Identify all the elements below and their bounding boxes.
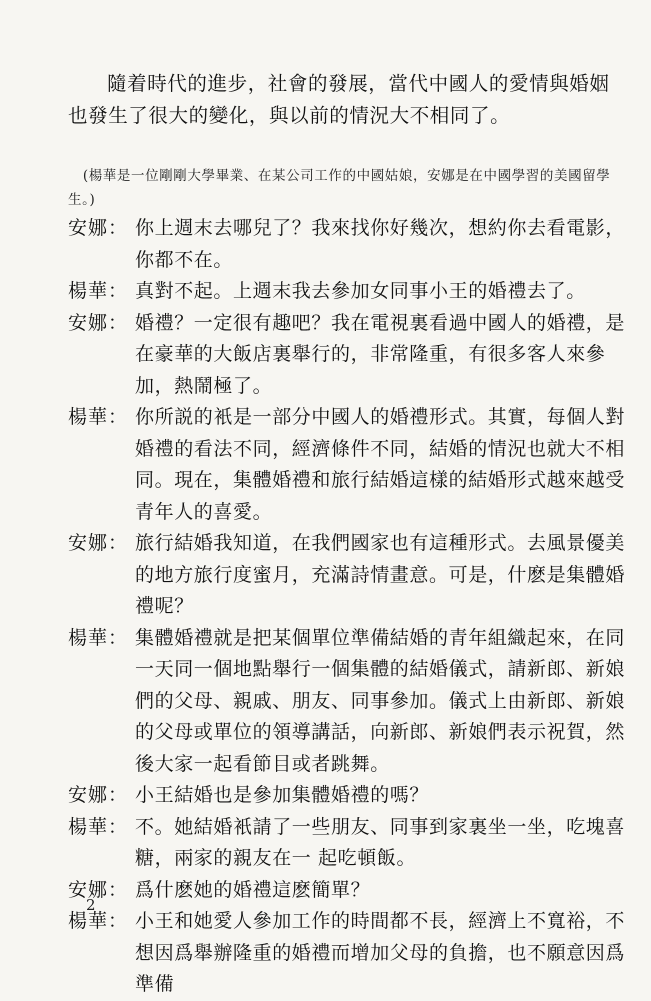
dialogue-turn: [68, 528, 628, 623]
speech-text: 旅行結婚我知道，在我們國家也有這種形式。去風景優美的地方旅行度蜜月，充滿詩情畫意。可是，什麽是集體婚禮呢？: [135, 532, 626, 617]
speaker-label: 安娜：: [68, 532, 129, 554]
speech-text: 爲什麽她的婚禮這麽簡單？: [135, 878, 371, 901]
speech-text: 集體婚禮就是把某個單位準備結婚的青年組織起來，在同一天同一個地點舉行一個集體的結婚儀式，請新郎、新娘們的父母、親戚、朋友、同事參加。儀式上由新郎、新娘的父母或單位的領導講話，向新郎、新娘們表示祝賀，然後大家一起看節目或者跳舞。: [135, 626, 626, 775]
dialogue-turn: [68, 402, 628, 528]
dialogue-turn: [68, 623, 628, 781]
page-number: 2: [86, 896, 96, 914]
speech-text: 不。她結婚衹請了一些朋友、同事到家裏坐一坐，吃塊喜糖，兩家的親友在一 起吃頓飯。: [135, 815, 626, 869]
dialogue-turn: [68, 213, 628, 276]
speech-text: 小王和她愛人參加工作的時間都不長，經濟上不寬裕，不想因爲舉辦隆重的婚禮而增加父母的負擔，也不願意因爲準備: [135, 910, 626, 995]
speech-text: 真對不起。上週末我去參加女同事小王的婚禮去了。: [135, 280, 586, 302]
dialogue-turn: [68, 276, 628, 308]
dialogue-turn: [68, 308, 628, 403]
speaker-label: 楊華：: [68, 910, 129, 932]
speaker-label: 安娜：: [68, 217, 129, 239]
intro-paragraph: 隨着時代的進步，社會的發展，當代中國人的愛情與婚姻也發生了很大的變化，與以前的情況大不相同了。: [68, 72, 610, 127]
speaker-label: 安娜：: [68, 311, 129, 334]
dialogue-turn: [68, 780, 628, 812]
speech-text: 小王結婚也是參加集體婚禮的嗎？: [135, 784, 430, 806]
character-note: (楊華是一位剛剛大學畢業、在某公司工作的中國姑娘，安娜是在中國學習的美國留學生。): [68, 168, 611, 208]
speaker-label: 安娜：: [68, 784, 129, 806]
dialogue-turn: [68, 812, 628, 875]
dialogue-turn: [68, 875, 628, 907]
speaker-label: 楊華：: [68, 280, 129, 302]
speaker-label: 楊華：: [68, 626, 129, 649]
dialogue: [68, 213, 628, 1001]
speech-text: 婚禮？一定很有趣吧？我在電視裏看過中國人的婚禮，是在豪華的大飯店裏舉行的，非常隆重，有很多客人來參加，熱鬧極了。: [135, 311, 626, 397]
speaker-label: 安娜：: [68, 878, 129, 901]
dialogue-turn: [68, 906, 628, 1001]
speech-text: 你所説的衹是一部分中國人的婚禮形式。其實，每個人對婚禮的看法不同，經濟條件不同，結婚的情況也就大不相同。現在，集體婚禮和旅行結婚這樣的結婚形式越來越受青年人的喜愛。: [135, 406, 626, 523]
speaker-label: 楊華：: [68, 815, 129, 838]
speaker-label: 楊華：: [68, 406, 129, 428]
speech-text: 你上週末去哪兒了？我來找你好幾次，想約你去看電影，你都不在。: [135, 217, 626, 271]
